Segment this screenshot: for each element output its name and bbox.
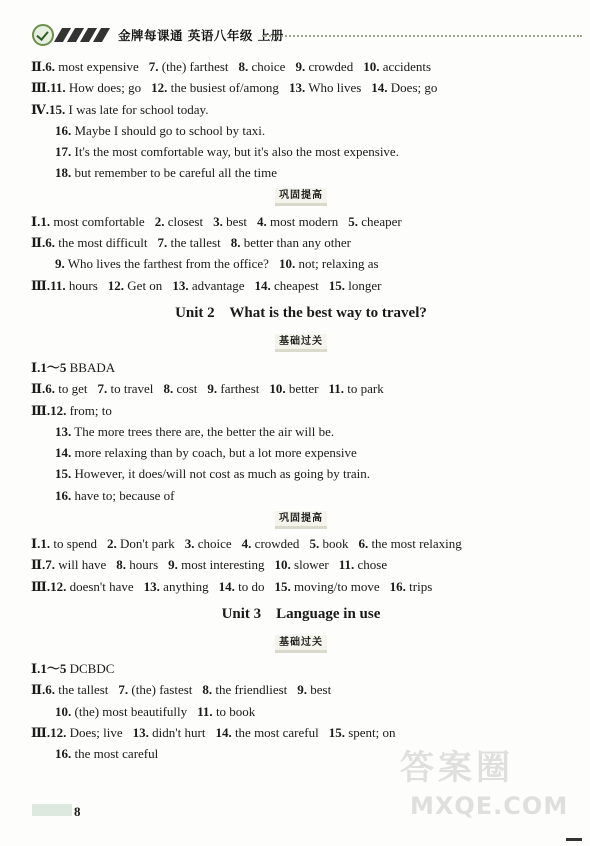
answer-line	[31, 400, 571, 421]
answer-text: closest	[167, 213, 204, 229]
question-number: 13.	[172, 277, 189, 293]
question-number: 10.	[278, 256, 296, 272]
answer-line	[31, 56, 571, 77]
answer-text: the friendliest	[215, 682, 288, 698]
answer-text: most interesting	[181, 557, 265, 573]
section-heading: 基础过关	[275, 334, 327, 352]
question-number: 1～5	[40, 660, 67, 676]
answer-text: will have	[58, 557, 107, 573]
footer-bar	[32, 804, 72, 816]
section-heading-row	[31, 184, 571, 211]
page-number: 8	[74, 804, 81, 819]
question-number: 12.	[107, 277, 125, 293]
answer-text: (the) most beautifully	[74, 703, 188, 719]
answer-text: the tallest	[58, 682, 109, 698]
question-number: 6.	[358, 536, 369, 552]
answer-text: the most difficult	[58, 235, 148, 251]
header-divider	[262, 35, 582, 37]
answer-text: choice	[251, 59, 286, 74]
answer-text: crowded	[308, 59, 354, 74]
question-number: 12.	[50, 578, 67, 594]
answer-text: However, it does/will not cost as much as going by train.	[74, 466, 371, 482]
section-numeral: Ⅱ.	[31, 557, 46, 573]
question-number: 4.	[257, 213, 267, 229]
answer-text: Who lives	[308, 80, 362, 96]
answer-text: from; to	[69, 402, 112, 418]
unit-title: Unit 3 Language in use	[221, 605, 381, 622]
answer-text: (the) farthest	[161, 59, 229, 74]
answer-text: Get on	[127, 277, 163, 293]
answer-text: Does; go	[390, 80, 438, 96]
answer-text: better	[288, 381, 319, 397]
answer-text: trips	[409, 578, 433, 594]
section-numeral: Ⅱ.	[31, 235, 46, 251]
unit-title: Unit 2 What is the best way to travel?	[175, 304, 427, 321]
question-number: 1～5	[40, 359, 67, 375]
section-numeral: Ⅲ.	[31, 724, 51, 740]
question-number: 11.	[328, 381, 345, 397]
question-number: 9.	[55, 256, 65, 272]
answer-line	[31, 554, 571, 575]
question-number: 8.	[116, 557, 126, 573]
answer-text: Don't park	[120, 536, 175, 552]
question-number: 5.	[309, 536, 320, 552]
question-number: 18.	[55, 165, 72, 181]
header-title: 金牌每课通 英语八年级 上册	[118, 28, 284, 43]
question-number: 15.	[49, 101, 66, 117]
question-number: 2.	[154, 213, 165, 229]
question-number: 9.	[207, 381, 218, 397]
question-number: 3.	[184, 536, 195, 552]
question-number: 10.	[269, 381, 286, 397]
answer-line	[31, 120, 571, 141]
answer-text: accidents	[382, 59, 432, 74]
answer-text: have to; because of	[74, 487, 175, 503]
answer-line	[31, 722, 571, 743]
section-heading: 基础过关	[275, 635, 327, 653]
answer-line	[31, 576, 571, 597]
section-numeral: Ⅰ.	[31, 213, 41, 229]
answer-text: not; relaxing as	[298, 256, 379, 272]
section-numeral: Ⅲ.	[31, 80, 51, 96]
question-number: 9.	[297, 682, 308, 698]
section-numeral: Ⅰ.	[31, 359, 41, 375]
answer-text: didn't hurt	[152, 724, 206, 740]
answer-text: to do	[238, 578, 265, 594]
question-number: 4.	[241, 536, 252, 552]
answer-text: longer	[348, 277, 382, 293]
answer-text: best	[310, 682, 332, 698]
watermark-text-cn: 答案圈	[400, 748, 514, 788]
answer-text: slower	[294, 557, 329, 573]
question-number: 6.	[45, 59, 55, 74]
question-number: 6.	[45, 682, 55, 698]
question-number: 14.	[55, 445, 72, 461]
answer-text: How does; go	[68, 80, 142, 96]
section-numeral: Ⅲ.	[31, 277, 51, 293]
question-number: 7.	[45, 557, 55, 573]
question-number: 10.	[363, 59, 380, 74]
answer-text: the tallest	[170, 235, 221, 251]
section-numeral: Ⅰ.	[31, 660, 41, 676]
answer-text: to book	[215, 703, 256, 719]
question-number: 8.	[163, 381, 174, 397]
answer-line	[31, 421, 571, 442]
question-number: 11.	[50, 277, 66, 293]
answer-line	[31, 679, 571, 700]
question-number: 14.	[218, 578, 235, 594]
answer-text: Maybe I should go to school by taxi.	[74, 122, 266, 138]
section-numeral: Ⅱ.	[31, 682, 46, 698]
answer-text: chose	[357, 557, 388, 573]
check-badge-icon	[32, 24, 54, 46]
answer-text: the most careful	[234, 724, 319, 740]
answer-line	[31, 533, 571, 554]
question-number: 15.	[55, 466, 72, 482]
answer-text: spent; on	[348, 724, 396, 740]
answer-text: It's the most comfortable way, but it's also the most expensive.	[74, 144, 399, 160]
question-number: 9.	[295, 59, 306, 74]
answer-text: to travel	[110, 381, 154, 397]
section-heading-row	[31, 506, 571, 533]
answer-line	[31, 141, 571, 162]
question-number: 7.	[97, 381, 108, 397]
answer-line	[31, 211, 571, 232]
answer-line	[31, 378, 571, 399]
question-number: 13.	[55, 423, 72, 439]
answer-text: BBADA	[69, 359, 116, 375]
answer-text: best	[226, 213, 248, 229]
answer-text: cheaper	[361, 213, 402, 229]
question-number: 13.	[288, 80, 306, 96]
section-numeral: Ⅰ.	[31, 536, 41, 552]
answer-text: moving/to move	[294, 578, 380, 594]
answer-text: Who lives the farthest from the office?	[67, 256, 269, 272]
question-number: 14.	[254, 277, 271, 293]
question-number: 15.	[274, 578, 291, 594]
question-number: 11.	[50, 80, 66, 96]
section-numeral: Ⅲ.	[31, 402, 51, 418]
section-heading-row	[31, 631, 571, 658]
answer-line	[31, 357, 571, 378]
question-number: 12.	[151, 80, 168, 96]
question-number: 6.	[45, 381, 55, 397]
question-number: 11.	[197, 703, 213, 719]
answer-line	[31, 275, 571, 296]
answer-text: anything	[163, 578, 209, 594]
question-number: 11.	[338, 557, 355, 573]
answer-text: hours	[129, 557, 159, 573]
answer-text: most modern	[270, 213, 339, 229]
section-heading-row	[31, 330, 571, 357]
question-number: 14.	[371, 80, 388, 96]
answer-text: crowded	[254, 536, 300, 552]
question-number: 16.	[55, 122, 72, 138]
question-number: 5.	[348, 213, 359, 229]
answer-line	[31, 232, 571, 253]
section-heading: 巩固提高	[275, 188, 327, 206]
answer-line	[31, 442, 571, 463]
question-number: 13.	[132, 724, 149, 740]
answer-text: cost	[176, 381, 198, 397]
answer-text: to get	[58, 381, 88, 397]
question-number: 8.	[238, 59, 249, 74]
answer-text: book	[322, 536, 349, 552]
question-number: 14.	[215, 724, 232, 740]
answer-line	[31, 77, 571, 98]
question-number: 3.	[213, 213, 223, 229]
question-number: 7.	[118, 682, 129, 698]
answer-text: more relaxing than by coach, but a lot more expensive	[74, 445, 357, 461]
question-number: 15.	[328, 724, 345, 740]
question-number: 15.	[328, 277, 346, 293]
answer-line	[31, 162, 571, 183]
answer-text: better than any other	[243, 235, 351, 251]
section-numeral: Ⅲ.	[31, 578, 51, 594]
answer-line	[31, 99, 571, 120]
answer-text: most expensive	[58, 59, 139, 74]
question-number: 2.	[107, 536, 117, 552]
question-number: 6.	[45, 235, 55, 251]
question-number: 13.	[143, 578, 160, 594]
answer-text: but remember to be careful all the time	[74, 165, 277, 181]
question-number: 12.	[50, 724, 67, 740]
section-numeral: Ⅱ.	[31, 381, 46, 397]
question-number: 10.	[55, 703, 72, 719]
watermark-text-url: MXQE.COM	[410, 792, 569, 820]
answer-text: DCBDC	[69, 660, 115, 676]
question-number: 7.	[157, 235, 168, 251]
question-number: 1.	[40, 536, 51, 552]
question-number: 16.	[389, 578, 406, 594]
answer-text: The more trees there are, the better the air will be.	[74, 423, 335, 439]
answer-text: to spend	[53, 536, 98, 552]
header-stripes-icon	[54, 28, 110, 42]
question-number: 16.	[55, 487, 72, 503]
answer-text: hours	[68, 277, 98, 293]
question-number: 7.	[148, 59, 159, 74]
question-number: 17.	[55, 144, 72, 160]
answer-line	[31, 658, 571, 679]
answer-line	[31, 743, 571, 764]
question-number: 1.	[40, 213, 51, 229]
question-number: 10.	[274, 557, 291, 573]
answer-text: farthest	[220, 381, 260, 397]
answer-line	[31, 463, 571, 484]
answer-text: the most relaxing	[371, 536, 462, 552]
answer-line	[31, 485, 571, 506]
answer-content	[31, 56, 571, 764]
corner-mark	[566, 838, 582, 841]
answer-text: the most careful	[74, 746, 159, 762]
answer-text: the busiest of/among	[170, 80, 279, 96]
answer-text: doesn't have	[69, 578, 134, 594]
section-numeral: Ⅳ.	[31, 101, 50, 117]
answer-text: Does; live	[69, 724, 123, 740]
answer-line	[31, 253, 571, 274]
section-heading: 巩固提高	[275, 511, 327, 529]
page-header	[30, 24, 582, 50]
answer-text: I was late for school today.	[68, 101, 209, 117]
question-number: 8.	[230, 235, 241, 251]
answer-line	[31, 701, 571, 722]
answer-text: advantage	[191, 277, 245, 293]
question-number: 12.	[50, 402, 67, 418]
answer-text: most comfortable	[53, 213, 145, 229]
section-numeral: Ⅱ.	[31, 59, 46, 74]
question-number: 16.	[55, 746, 72, 762]
answer-text: to park	[347, 381, 384, 397]
question-number: 9.	[168, 557, 178, 573]
answer-text: (the) fastest	[131, 682, 193, 698]
answer-text: choice	[197, 536, 232, 552]
question-number: 8.	[202, 682, 213, 698]
answer-text: cheapest	[274, 277, 319, 293]
